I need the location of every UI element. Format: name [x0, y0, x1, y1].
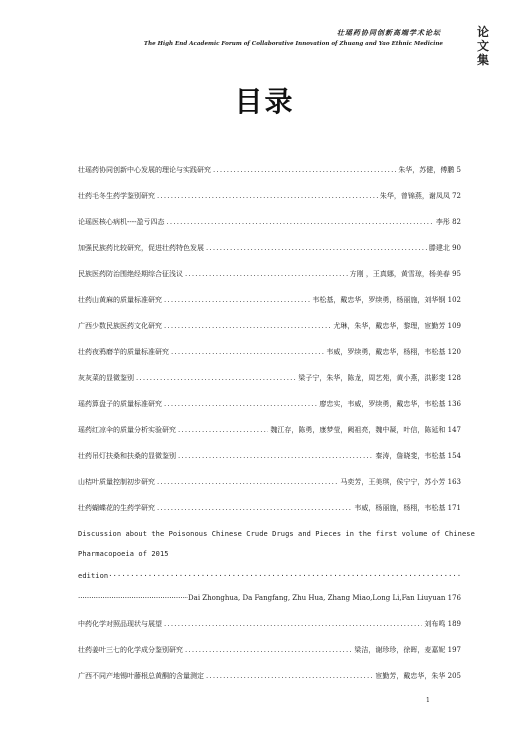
- toc-entry-title: 灰灰菜的显微鉴别: [78, 374, 134, 382]
- toc-entry[interactable]: [78, 504, 461, 513]
- toc-entry[interactable]: [78, 270, 461, 279]
- toc-entry-authors: 廖忠实，韦威，罗续勇，戴忠华，韦松基 136: [319, 400, 461, 408]
- side-tag-char: 集: [476, 53, 489, 67]
- toc-entry-authors: 梁子宁，朱华，陈龙，周艺苑，黄小燕，洪影斐 128: [298, 374, 461, 382]
- toc-entry-title: 广西不同产地锡叶藤根总黄酮的含量测定: [78, 672, 204, 680]
- english-entry-leader: [78, 572, 461, 581]
- toc-entry[interactable]: [78, 374, 461, 383]
- dot-leader: [164, 620, 422, 629]
- dot-leader: [157, 504, 352, 513]
- toc-entry-title: 论瑶医核心病机----盈亏四态: [78, 218, 165, 226]
- dot-leader: [157, 478, 338, 487]
- dot-leader: [178, 426, 268, 435]
- toc-entry-authors: 梁洁，谢珍珍，徐晖，麦嘉妮 197: [354, 646, 461, 654]
- toc-entry-title: 壮药毛冬生药学鉴别研究: [78, 192, 155, 200]
- toc-entry[interactable]: [78, 348, 461, 357]
- toc-entry-authors: 马奕芳，王美琪，侯宁宁，苏小芳 163: [340, 478, 461, 486]
- toc-entry-authors: 魏江存，陈勇，康梦莹，阙祖亮，魏中凝，叶信，陈延和 147: [270, 426, 461, 434]
- dot-leader: [108, 572, 461, 581]
- toc-entry[interactable]: [78, 620, 461, 629]
- dot-leader: [164, 296, 310, 305]
- toc-entry-title: 壮药蝴蝶花的生药学研究: [78, 504, 155, 512]
- toc-entry-authors: 韦威，罗续勇，戴忠华，杨栩，韦松基 120: [326, 348, 461, 356]
- english-entry-authors-line: [78, 594, 461, 603]
- toc-entry-title: 壮瑶药协同创新中心发展的理论与实践研究: [78, 166, 211, 174]
- dot-leader: [178, 452, 373, 461]
- toc-entry[interactable]: [78, 192, 461, 201]
- dot-leader: [171, 348, 324, 357]
- dot-leader: [136, 374, 296, 383]
- toc-entry-title: 山桔叶质量控制初步研究: [78, 478, 155, 486]
- toc-entry-title: 壮药吊灯扶桑和扶桑的显微鉴别: [78, 452, 176, 460]
- side-tag: [474, 25, 492, 67]
- dot-leader: [206, 244, 427, 253]
- toc-entry-title: 壮药山黄麻的质量标准研究: [78, 296, 162, 304]
- toc-entry-title: 中药化学对照品现状与展望: [78, 620, 162, 628]
- toc-entry[interactable]: [78, 218, 461, 227]
- toc-entry-authors: 宦勤芳，戴忠华，朱华 205: [375, 672, 461, 680]
- forum-english-title: The High End Academic Forum of Collaborative Innovation of Zhuang and Yao Ethnic Medicine: [143, 41, 443, 47]
- forum-chinese-title: 壮瑶药协同创新高端学术论坛: [337, 28, 441, 37]
- toc-entry-authors: 尤琳，朱华，戴忠华，黎理，宦勤芳 109: [333, 322, 461, 330]
- toc-entry-authors: 韦威，杨丽施，杨栩，韦松基 171: [354, 504, 461, 512]
- dot-leader: [206, 672, 373, 681]
- toc-entry-title: 广西少数民族医药文化研究: [78, 322, 162, 330]
- side-tag-char: 文: [476, 39, 489, 53]
- dot-leader: [164, 400, 317, 409]
- toc-entry-authors: Dai Zhonghua, Da Fangfang, Zhu Hua, Zhang Miao,Long Li,Fan Liuyuan 176: [188, 594, 461, 602]
- toc-entry-title: 加强民族药比较研究，促进壮药特色发展: [78, 244, 204, 252]
- dot-leader: [166, 218, 433, 227]
- side-tag-char: 论: [476, 25, 489, 39]
- toc-entry[interactable]: [78, 322, 461, 331]
- toc-entry[interactable]: [78, 672, 461, 681]
- dot-leader: [185, 270, 348, 279]
- toc-entry-authors: 朱华，苏健，傅鹏 5: [398, 166, 461, 174]
- toc-entry[interactable]: [78, 296, 461, 305]
- toc-entry-title: 民族医药防治围绝经期综合征浅议: [78, 270, 183, 278]
- toc-entry-authors: 滕建北 90: [428, 244, 461, 252]
- toc-entry[interactable]: [78, 400, 461, 409]
- dot-leader: [78, 594, 188, 603]
- toc-entry-authors: 刘布鸣 189: [424, 620, 461, 628]
- toc-entry[interactable]: [78, 166, 461, 175]
- page-number-text: 1: [426, 697, 430, 704]
- dot-leader: [185, 646, 352, 655]
- toc-entry-authors: 秦涛，詹晓斐，韦松基 154: [375, 452, 461, 460]
- toc-entry-title: 瑶药红凉伞的质量分析实验研究: [78, 426, 176, 434]
- english-entry-title-line[interactable]: edition: [78, 572, 109, 580]
- toc-entry[interactable]: [78, 452, 461, 461]
- toc-entry-authors: 李彤 82: [435, 218, 461, 226]
- toc-entry[interactable]: [78, 426, 461, 435]
- page-title: 目录: [234, 85, 295, 118]
- dot-leader: [213, 166, 396, 175]
- toc-entry[interactable]: [78, 478, 461, 487]
- toc-entry-authors: 朱华，曾锦燕，谢凤凤 72: [379, 192, 461, 200]
- toc-entry-title: 瑶药算盘子的质量标准研究: [78, 400, 162, 408]
- english-entry-title-line[interactable]: Pharmacopoeia of 2015: [78, 550, 169, 558]
- toc-entry-authors: 韦松基，戴忠华，罗续勇，杨丽施，刘华钢 102: [312, 296, 461, 304]
- english-entry-title-line[interactable]: Discussion about the Poisonous Chinese Crude Drugs and Pieces in the first volume of Chinese: [78, 530, 475, 538]
- toc-entry-title: 壮药姜叶三七的化学成分鉴别研究: [78, 646, 183, 654]
- dot-leader: [157, 192, 378, 201]
- toc-entry[interactable]: [78, 244, 461, 253]
- dot-leader: [164, 322, 331, 331]
- toc-entry-authors: 方刚 ，王真娜，黄雪琼，杨美春 95: [349, 270, 461, 278]
- toc-entry-title: 壮药夜鸦磨芋的质量标准研究: [78, 348, 169, 356]
- toc-entry[interactable]: [78, 646, 461, 655]
